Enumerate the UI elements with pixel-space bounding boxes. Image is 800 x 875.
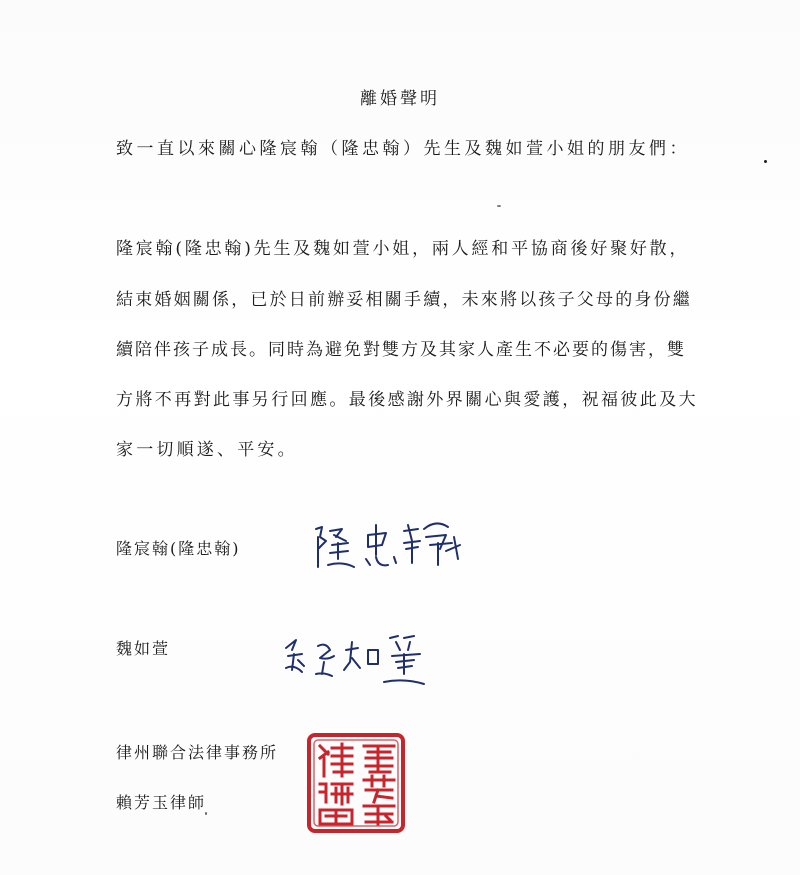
party2-handwritten-signature bbox=[280, 628, 440, 692]
body-line-1: 隆宸翰(隆忠翰)先生及魏如萱小姐，兩人經和平協商後好聚好散， bbox=[116, 239, 690, 259]
scan-speck bbox=[764, 160, 767, 163]
lawyer-name: 賴芳玉律師 bbox=[116, 793, 207, 812]
body-line-3: 續陪伴孩子成長。同時為避免對雙方及其家人產生不必要的傷害，雙 bbox=[116, 340, 686, 360]
scan-speck bbox=[497, 205, 501, 207]
party2-name-label: 魏如萱 bbox=[116, 639, 171, 658]
scan-speck bbox=[205, 812, 207, 815]
salutation-line: 致一直以來關心隆宸翰（隆忠翰）先生及魏如萱小姐的朋友們： bbox=[116, 139, 690, 159]
party1-name-label: 隆宸翰(隆忠翰) bbox=[116, 539, 241, 558]
party1-handwritten-signature bbox=[308, 515, 478, 575]
document-title: 離婚聲明 bbox=[360, 89, 440, 109]
body-line-4: 方將不再對此事另行回應。最後感謝外界關心與愛護，祝福彼此及大 bbox=[116, 390, 698, 410]
law-firm-name: 律州聯合法律事務所 bbox=[116, 743, 279, 762]
body-line-2: 結束婚姻關係，已於日前辦妥相關手續，未來將以孩子父母的身份繼 bbox=[116, 290, 692, 310]
body-line-5: 家一切順遂、平安。 bbox=[116, 440, 298, 460]
lawyer-seal-stamp bbox=[306, 732, 406, 838]
